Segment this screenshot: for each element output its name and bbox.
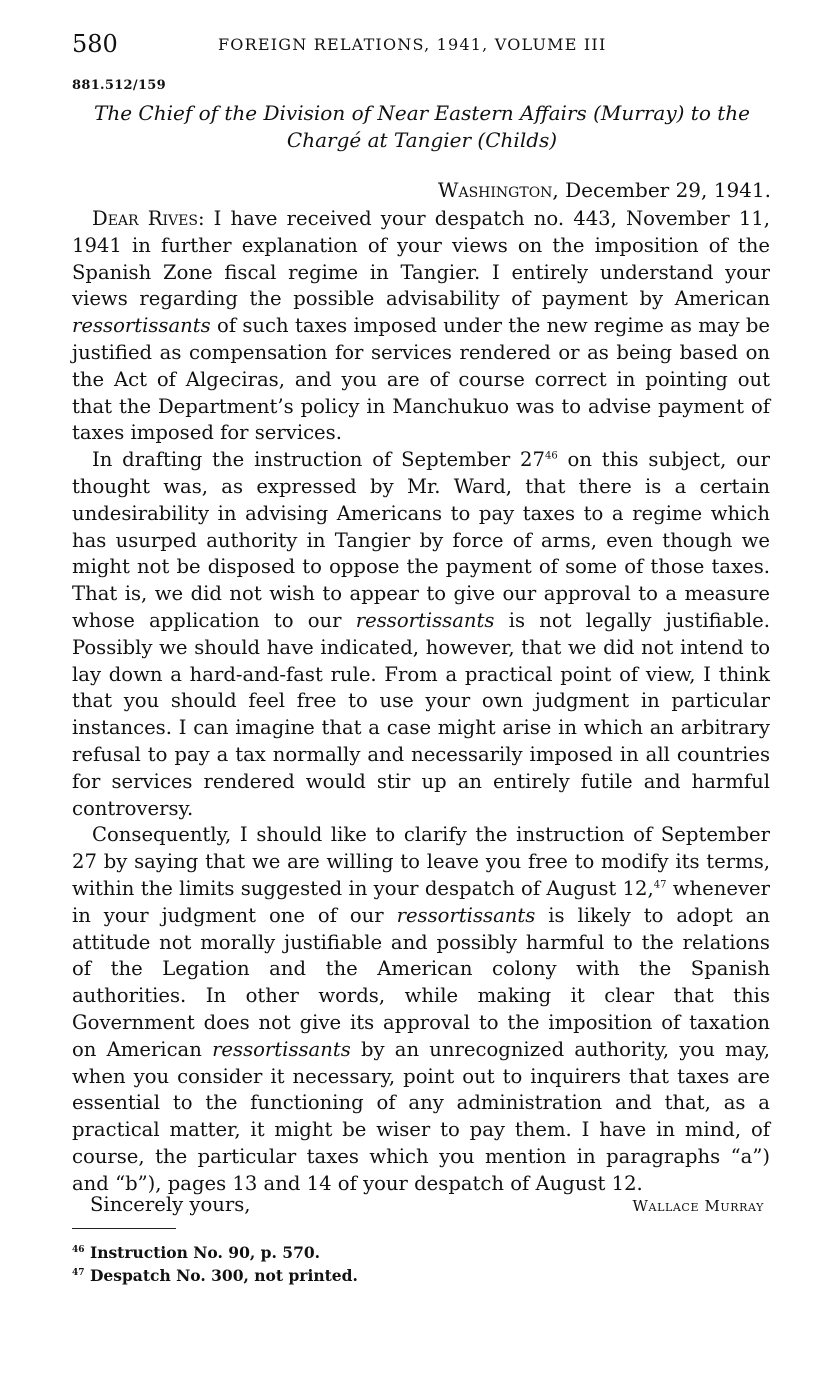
- document-heading: [72, 100, 772, 154]
- paragraph-2-text-c: is not legally justifiable. Possibly we should have indicated, however, that we did not intend to lay down a hard-and-fast rule. From a practical point of view, I think that you should feel free to use your own judgment in particular instances. I can imagine that a case might arise in which an arbitrary refusal to pay a tax normally and necessarily imposed in all countries for services rendered would stir up an entirely futile and harmful controversy.: [72, 608, 770, 820]
- footnote-47: [72, 1263, 572, 1286]
- dateline-city: Washington: [437, 178, 553, 202]
- heading-line-1: The Chief of the Division of Near Eastern Affairs (Murray) to the: [94, 101, 750, 125]
- paragraph-2-term: ressortissants: [355, 608, 495, 632]
- dateline-date: , December 29, 1941.: [552, 178, 771, 202]
- footnote-ref-47: 47: [653, 879, 667, 891]
- file-number: 881.512/159: [72, 78, 166, 93]
- letter-body: [72, 206, 770, 1197]
- running-title: FOREIGN RELATIONS, 1941, VOLUME III: [218, 35, 607, 54]
- paragraph-3-term-2: ressortissants: [212, 1037, 351, 1061]
- paragraph-1: [72, 206, 770, 447]
- paragraph-3: [72, 822, 770, 1197]
- footnote-divider: [72, 1228, 176, 1229]
- footnote-text: Despatch No. 300, not printed.: [89, 1266, 358, 1286]
- signature: Wallace Murray: [632, 1197, 764, 1215]
- footnote-ref-46: 46: [544, 450, 558, 462]
- heading-line-2: Chargé at Tangier (Childs): [286, 128, 558, 152]
- paragraph-3-text-a: Consequently, I should like to clarify the instruction of September 27 by saying that we are willing to leave you free to modify its terms, within the limits suggested in your despatch of August 12,: [72, 823, 770, 900]
- paragraph-2-text-b: on this subject, our thought was, as expressed by Mr. Ward, that there is a certain undesirability in advising Americans to pay taxes to a regime which has usurped authority in Tangier by force of arms, even though we might not be disposed to oppose the payment of some of those taxes. That is, we did not wish to appear to give our approval to a measure whose application to our: [72, 448, 771, 632]
- paragraph-2-text-a: In drafting the instruction of September 27: [92, 448, 545, 472]
- paragraph-3-text-c: is likely to adopt an attitude not morally justifiable and possibly harmful to the relations of the Legation and the American colony with the Spanish authorities. In other words, while making it clear that this Government does not give its approval to the imposition of taxation on American: [72, 903, 770, 1061]
- closing-phrase: Sincerely yours,: [90, 1193, 251, 1216]
- paragraph-3-term-1: ressortissants: [396, 903, 536, 927]
- footnote-46: [72, 1240, 572, 1263]
- paragraph-1-text-b: of such taxes imposed under the new regime as may be justified as compensation for services rendered or as being based on the Act of Algeciras, and you are of course correct in pointing out that the Department’s policy in Manchukuo was to advise payment of taxes imposed for services.: [72, 314, 770, 445]
- footnote-text: Instruction No. 90, p. 570.: [89, 1243, 321, 1263]
- paragraph-1-term: ressortissants: [72, 314, 211, 338]
- paragraph-3-text-b: whenever in your judgment one of our: [72, 876, 770, 927]
- dateline: [438, 178, 771, 202]
- closing-block: [72, 1193, 770, 1221]
- footnotes: [72, 1240, 572, 1286]
- salutation: Dear Rives: [92, 207, 198, 230]
- footnote-mark: 47: [72, 1268, 85, 1279]
- paragraph-1-text-a: : I have received your despatch no. 443, November 11, 1941 in further explanation of your views on the imposition of the Spanish Zone fiscal regime in Tangier. I entirely understand your views regarding the possible advisability of payment by American: [72, 207, 771, 311]
- paragraph-3-text-d: by an unrecognized authority, you may, when you consider it necessary, point out to inquirers that taxes are essential to the functioning of any administration and that, as a practical matter, it might be wiser to pay them. I have in mind, of course, the particular taxes which you mention in paragraphs “a”) and “b”), pages 13 and 14 of your despatch of August 12.: [72, 1037, 771, 1195]
- page-number: 580: [72, 30, 118, 58]
- paragraph-2: [72, 447, 770, 822]
- footnote-mark: 46: [72, 1245, 85, 1255]
- running-head: [72, 30, 772, 60]
